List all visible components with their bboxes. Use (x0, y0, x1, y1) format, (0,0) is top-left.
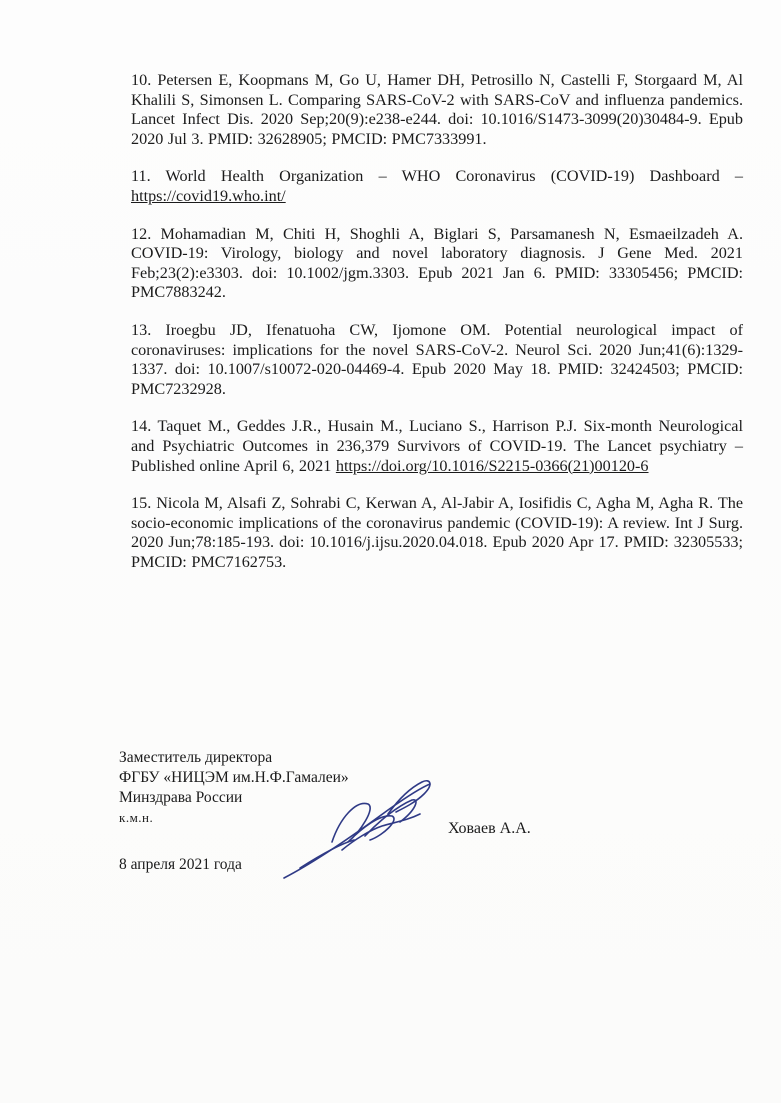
reference-link[interactable]: https://doi.org/10.1016/S2215-0366(21)00120-6 (335, 456, 649, 475)
reference-text: 12. Mohamadian M, Chiti H, Shoghli A, Biglari S, Parsamanesh N, Esmaeilzadeh A. COVID-19: Virology, biology and novel laboratory diagnosis. J Gene Med. 2021 Feb;23(2):e3303. doi: 10.1002/jgm.3303. Epub 2021 Jan 6. PMID: 33305456; PMCID: PMC7883242. (131, 224, 743, 302)
signatory-organization: ФГБУ «НИЦЭМ им.Н.Ф.Гамалеи» (119, 769, 349, 786)
reference-item (131, 167, 743, 206)
reference-item (131, 225, 743, 303)
reference-text: 13. Iroegbu JD, Ifenatuoha CW, Ijomone OM. Potential neurological impact of coronaviruses: implications for the novel SARS-CoV-2. Neurol Sci. 2020 Jun;41(6):1329-1337. doi: 10.1007/s10072-020-04469-4. Epub 2020 May 18. PMID: 32424503; PMCID: PMC7232928. (131, 320, 743, 398)
document-date: 8 апреля 2021 года (119, 856, 242, 873)
reference-list (131, 71, 743, 590)
signatory-position: Заместитель директора (119, 749, 273, 766)
reference-item (131, 321, 743, 399)
signatory-ministry: Минздрава России (119, 789, 243, 806)
reference-item (131, 417, 743, 476)
reference-text: 14. Taquet M., Geddes J.R., Husain M., Luciano S., Harrison P.J. Six-month Neurological and Psychiatric Outcomes in 236,379 Survivors of COVID-19. The Lancet psychiatry – Published online April 6, 2021 (131, 417, 743, 475)
reference-item (131, 71, 743, 149)
reference-text: 15. Nicola M, Alsafi Z, Sohrabi C, Kerwan A, Al-Jabir A, Iosifidis C, Agha M, Agha R. The socio-economic implications of the coronavirus pandemic (COVID-19): A review. Int J Surg. 2020 Jun;78:185-193. doi: 10.1016/j.ijsu.2020.04.018. Epub 2020 Apr 17. PMID: 32305533; PMCID: PMC7162753. (131, 494, 743, 571)
reference-item (131, 494, 743, 572)
reference-text: 11. World Health Organization – WHO Coronavirus (COVID-19) Dashboard – (131, 167, 743, 186)
signatory-degree: к.м.н. (119, 810, 154, 825)
reference-text: 10. Petersen E, Koopmans M, Go U, Hamer DH, Petrosillo N, Castelli F, Storgaard M, Al Khalili S, Simonsen L. Comparing SARS-CoV-2 with SARS-CoV and influenza pandemics. Lancet Infect Dis. 2020 Sep;20(9):e238-e244. doi: 10.1016/S1473-3099(20)30484-9. Epub 2020 Jul 3. PMID: 32628905; PMCID: PMC7333991. (131, 71, 743, 148)
handwritten-signature (270, 770, 455, 885)
reference-link[interactable]: https://covid19.who.int/ (131, 186, 286, 205)
signatory-name: Ховаев А.А. (448, 820, 531, 837)
